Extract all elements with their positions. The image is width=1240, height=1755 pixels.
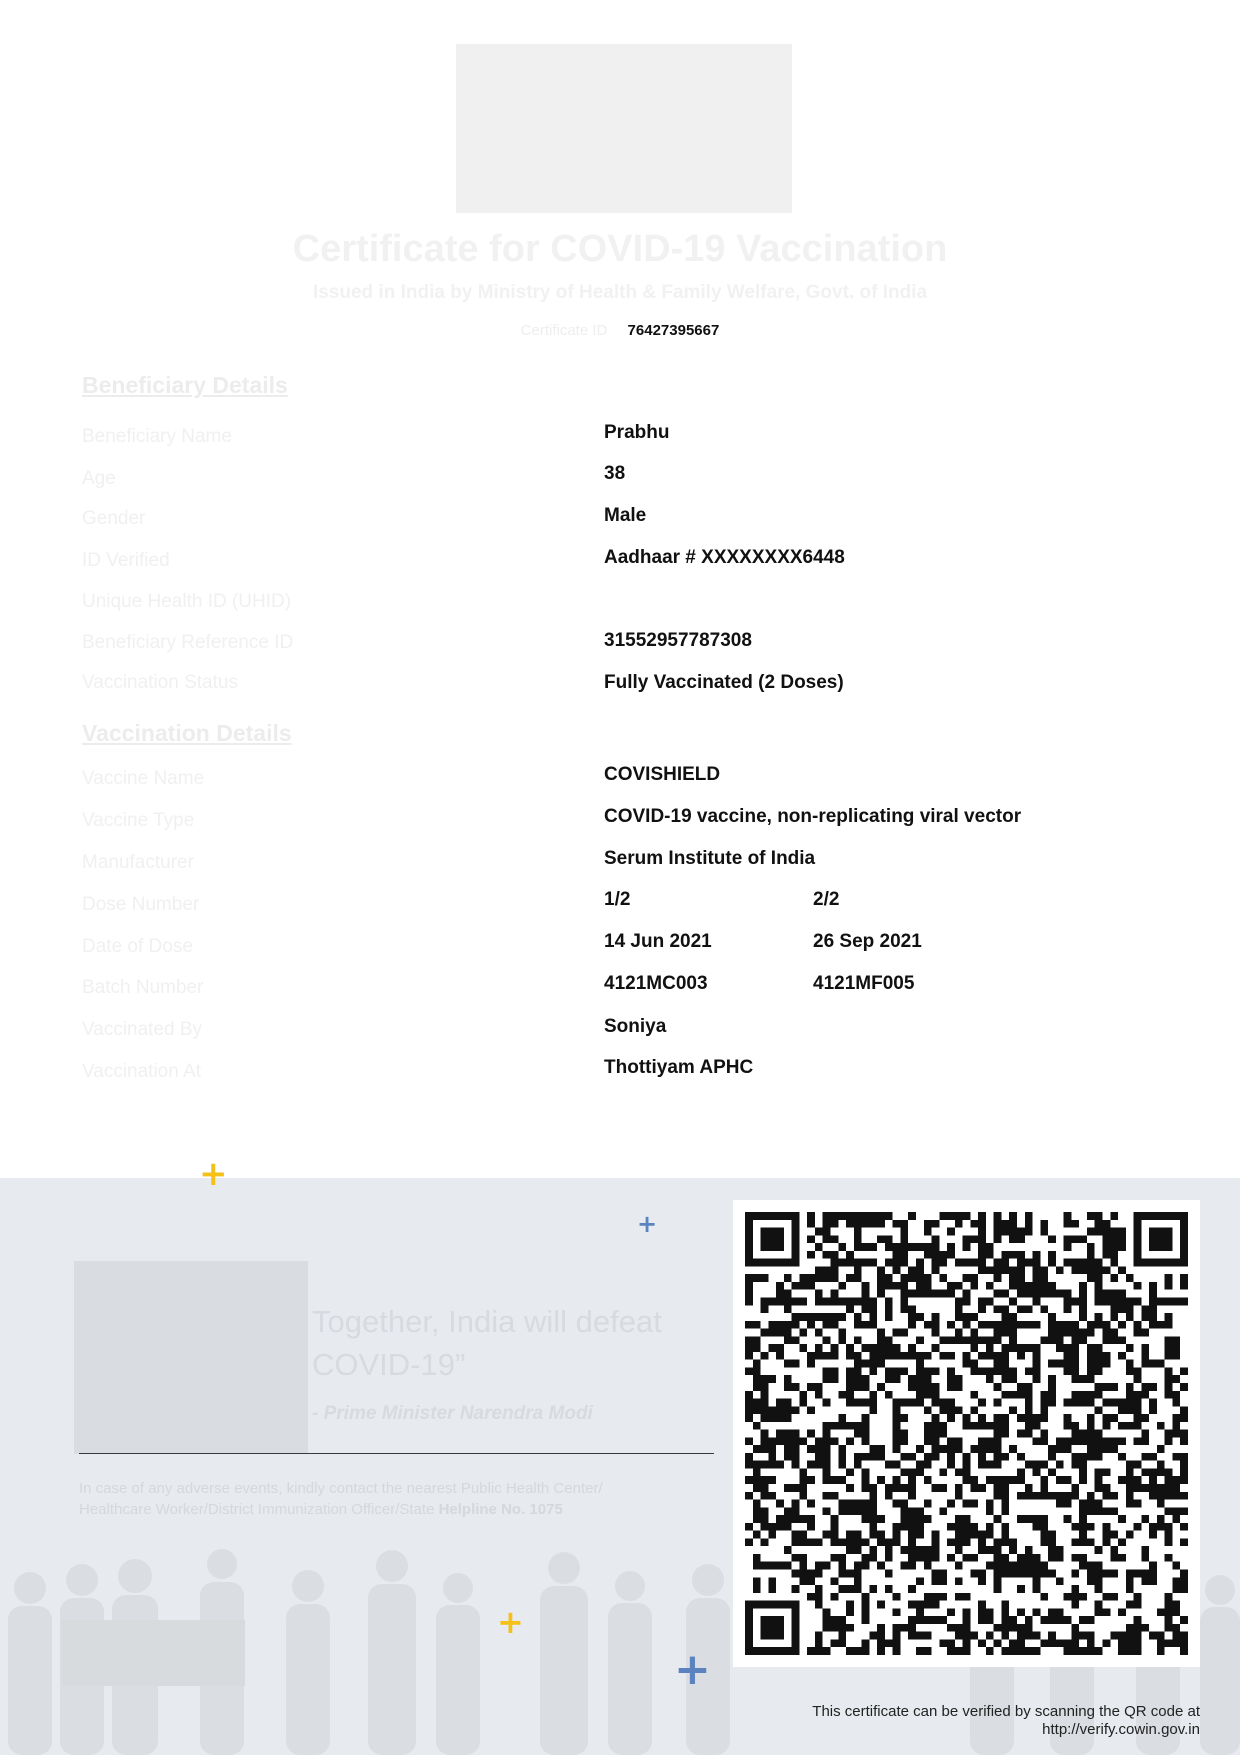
dose-number-2-value: 2/2 (813, 889, 840, 910)
uhid-label: Unique Health ID (UHID) (82, 591, 292, 612)
manufacturer-label: Manufacturer (82, 852, 194, 873)
age-label: Age (82, 468, 116, 489)
vaccine-name-label: Vaccine Name (82, 768, 205, 789)
vaccinated-by-label: Vaccinated By (82, 1019, 203, 1040)
date-of-dose-1-value: 14 Jun 2021 (604, 931, 712, 952)
verification-url: http://verify.cowin.gov.in (1042, 1721, 1200, 1738)
batch-number-2-value: 4121MF005 (813, 973, 915, 994)
date-of-dose-label: Date of Dose (82, 936, 193, 957)
date-of-dose-2-value: 26 Sep 2021 (813, 931, 922, 952)
certificate-id-label: Certificate ID (520, 322, 608, 339)
dose-number-label: Dose Number (82, 894, 200, 915)
vaccination-status-label: Vaccination Status (82, 672, 238, 693)
quote-text: Together, India will defeat COVID-19” (312, 1304, 662, 1382)
vaccination-at-label: Vaccination At (82, 1061, 202, 1082)
prime-minister-photo-placeholder (74, 1261, 308, 1454)
beneficiary-name-value: Prabhu (604, 422, 670, 443)
gender-label: Gender (82, 508, 146, 529)
vaccine-type-value: COVID-19 vaccine, non-replicating viral vector (604, 806, 1022, 827)
vaccination-details-heading: Vaccination Details (82, 720, 292, 746)
blue-plus-icon: + (674, 1644, 711, 1695)
batch-number-1-value: 4121MC003 (604, 973, 708, 994)
blue-plus-icon: + (637, 1210, 658, 1238)
footer-divider (79, 1453, 714, 1454)
beneficiary-reference-id-value: 31552957787308 (604, 630, 752, 651)
quote-author: - Prime Minister Narendra Modi (312, 1403, 593, 1424)
qr-code[interactable] (745, 1212, 1188, 1655)
gender-value: Male (604, 505, 647, 526)
batch-number-label: Batch Number (82, 977, 204, 998)
id-verified-value: Aadhaar # XXXXXXXX6448 (604, 547, 845, 568)
beneficiary-name-label: Beneficiary Name (82, 426, 232, 447)
vaccinated-by-value: Soniya (604, 1016, 667, 1037)
helpline-number: Helpline No. 1075 (438, 1501, 563, 1518)
certificate-subtitle: Issued in India by Ministry of Health & Family Welfare, Govt. of India (312, 282, 928, 303)
yellow-plus-icon: + (497, 1603, 524, 1641)
verification-note-line-1: This certificate can be verified by scanning the QR code at (812, 1703, 1200, 1720)
vaccination-at-value: Thottiyam APHC (604, 1057, 754, 1078)
adverse-events-note (79, 1478, 679, 1520)
age-value: 38 (604, 463, 626, 484)
certificate-id-row (0, 322, 1240, 339)
certificate-id-value: 76427395667 (627, 322, 720, 339)
adverse-events-text: In case of any adverse events, kindly contact the nearest Public Health Center/ Healthcare Worker/District Immunization Officer/State (79, 1480, 603, 1518)
id-verified-label: ID Verified (82, 550, 170, 571)
certificate-title: Certificate for COVID-19 Vaccination (292, 228, 948, 270)
dose-number-1-value: 1/2 (604, 889, 631, 910)
national-emblem-placeholder (456, 44, 792, 213)
manufacturer-value: Serum Institute of India (604, 848, 816, 869)
beneficiary-details-heading: Beneficiary Details (82, 372, 288, 398)
vaccine-name-value: COVISHIELD (604, 764, 721, 785)
beneficiary-reference-id-label: Beneficiary Reference ID (82, 632, 294, 653)
campaign-logo-placeholder (62, 1620, 245, 1686)
vaccine-type-label: Vaccine Type (82, 810, 195, 831)
vaccination-status-value: Fully Vaccinated (2 Doses) (604, 672, 844, 693)
verification-note (700, 1703, 1200, 1739)
yellow-plus-icon: + (199, 1154, 228, 1194)
